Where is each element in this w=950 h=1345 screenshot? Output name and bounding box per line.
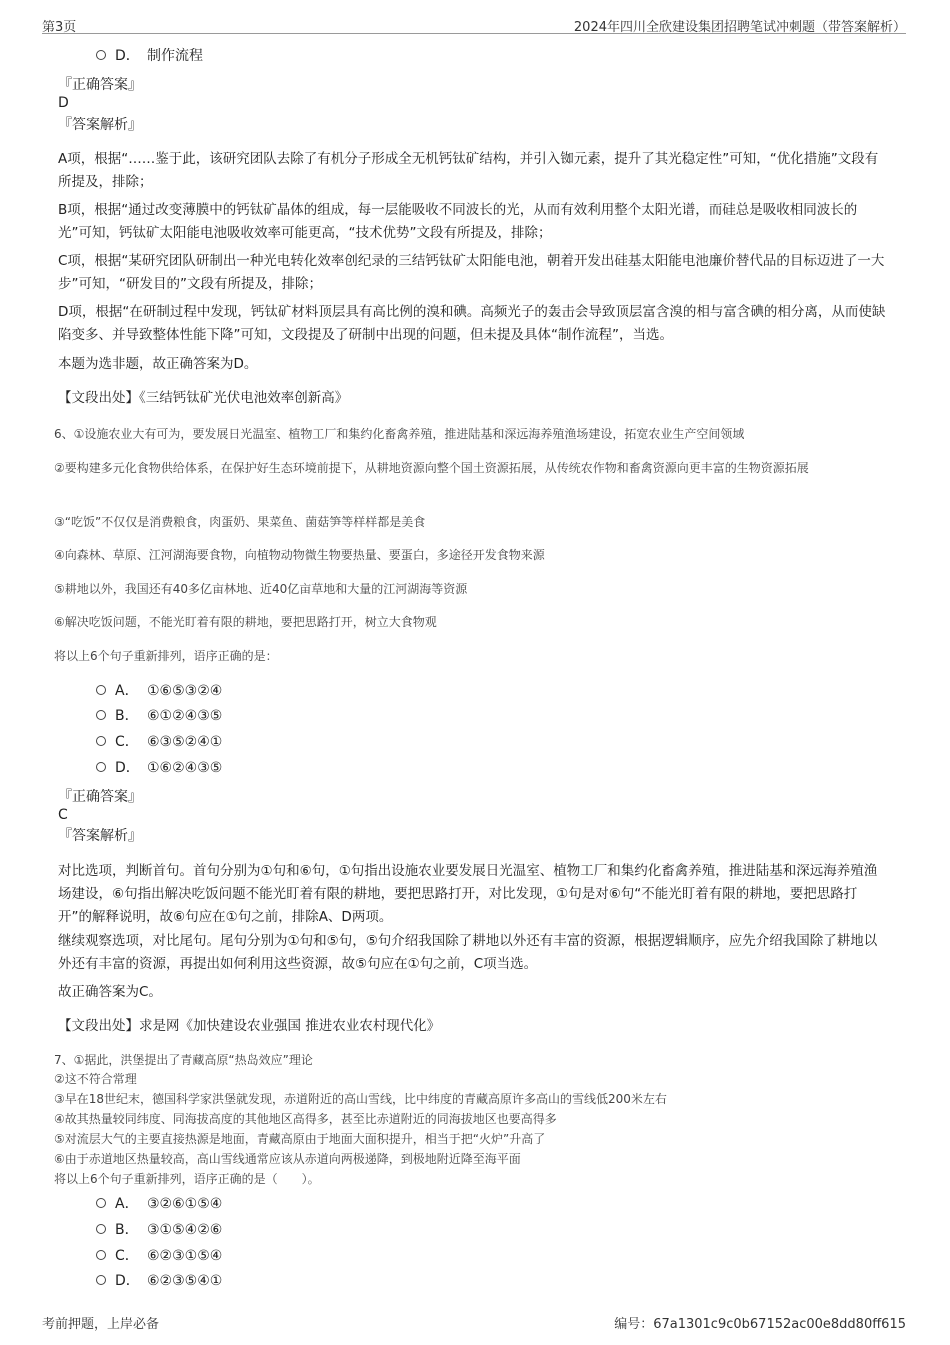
q5-analysis-paragraph: C项，根据“某研究团队研制出一种光电转化效率创纪录的三结钙钛矿太阳能电池，朝着开发出硅基太阳能电池廉价替代品的目标迈进了一大步”可知，“研发目的”文段有所提及，排除； <box>58 253 885 292</box>
q6-analysis-label: 『答案解析』 <box>58 828 142 844</box>
footer-slogan: 考前押题，上岸必备 <box>42 1317 160 1332</box>
q5-analysis-conclusion: 本题为选非题，故正确答案为D。 <box>58 356 258 372</box>
radio-icon[interactable] <box>96 736 106 746</box>
q7-sentence: ④故其热量较同纬度、同海拔高度的其他地区高得多，甚至比赤道附近的同海拔地区也要高得多 <box>54 1112 557 1126</box>
q5-option-d[interactable]: D． 制作流程 <box>96 46 203 66</box>
q6-sentence: ②要构建多元化食物供给体系，在保护好生态环境前提下，从耕地资源向整个国土资源拓展，从传统农作物和畜禽资源向更丰富的生物资源拓展 <box>54 461 809 475</box>
radio-icon[interactable] <box>96 685 106 695</box>
q6-sentence: 6、①设施农业大有可为，要发展日光温室、植物工厂和集约化畜禽养殖，推进陆基和深远海养殖渔场建设，拓宽农业生产空间领域 <box>54 427 745 441</box>
q6-option-a[interactable]: A． ①⑥⑤③②④ <box>96 681 222 701</box>
q7-sentence: ②这不符合常理 <box>54 1072 137 1086</box>
q5-correct-label: 『正确答案』 <box>58 77 142 93</box>
radio-icon[interactable] <box>96 1275 106 1285</box>
q7-sentence: ⑥由于赤道地区热量较高，高山雪线通常应该从赤道向两极递降，到极地附近降至海平面 <box>54 1152 521 1166</box>
q5-analysis-label: 『答案解析』 <box>58 117 142 133</box>
q6-prompt: 将以上6个句子重新排列，语序正确的是： <box>54 649 278 663</box>
radio-icon[interactable] <box>96 710 106 720</box>
q6-sentence: ⑤耕地以外，我国还有40多亿亩林地、近40亿亩草地和大量的江河湖海等资源 <box>54 582 468 596</box>
q5-source: 【文段出处】《三结钙钛矿光伏电池效率创新高》 <box>58 390 349 406</box>
q6-sentence: ⑥解决吃饭问题，不能光盯着有限的耕地，要把思路打开，树立大食物观 <box>54 615 437 629</box>
q7-option-d[interactable]: D． ⑥②③⑤④① <box>96 1271 222 1291</box>
q6-analysis-conclusion: 故正确答案为C。 <box>58 984 162 1000</box>
radio-icon[interactable] <box>96 1198 106 1208</box>
q6-source: 【文段出处】求是网《加快建设农业强国 推进农业农村现代化》 <box>58 1018 441 1034</box>
radio-icon[interactable] <box>96 1224 106 1234</box>
radio-icon[interactable] <box>96 50 106 60</box>
q6-analysis-paragraph: 继续观察选项，对比尾句。尾句分别为①句和⑤句，⑤句介绍我国除了耕地以外还有丰富的资源，根据逻辑顺序，应先介绍我国除了耕地以外还有丰富的资源，再提出如何利用这些资源，故⑤句应在①句之前，C项当选。 <box>58 933 878 972</box>
document-title: 2024年四川全欣建设集团招聘笔试冲刺题（带答案解析） <box>573 20 906 35</box>
header-divider <box>42 33 906 34</box>
radio-icon[interactable] <box>96 1250 106 1260</box>
q6-answer: C <box>58 807 68 823</box>
q7-option-a[interactable]: A． ③②⑥①⑤④ <box>96 1194 222 1214</box>
q7-sentence: ⑤对流层大气的主要直接热源是地面，青藏高原由于地面大面积提升，相当于把“火炉”升高了 <box>54 1132 546 1146</box>
q7-sentence: ③早在18世纪末，德国科学家洪堡就发现，赤道附近的高山雪线，比中纬度的青藏高原许多高山的雪线低200米左右 <box>54 1092 667 1106</box>
q7-option-b[interactable]: B． ③①⑤④②⑥ <box>96 1220 222 1240</box>
q6-option-c[interactable]: C． ⑥③⑤②④① <box>96 732 222 752</box>
radio-icon[interactable] <box>96 762 106 772</box>
q7-option-c[interactable]: C． ⑥②③①⑤④ <box>96 1246 222 1266</box>
q6-analysis-paragraph: 对比选项，判断首句。首句分别为①句和⑥句，①句指出设施农业要发展日光温室、植物工厂和集约化畜禽养殖，推进陆基和深远海养殖渔场建设，⑥句指出解决吃饭问题不能光盯着有限的耕地，要把思路打开，对比发现，①句是对⑥句“不能光盯着有限的耕地，要把思路打开”的解释说明，故⑥句应在①句之前，排除A、D两项。 <box>58 863 878 925</box>
page-header <box>42 16 906 34</box>
q5-answer: D <box>58 95 69 111</box>
q6-sentence: ③“吃饭”不仅仅是消费粮食，肉蛋奶、果菜鱼、菌菇笋等样样都是美食 <box>54 515 426 529</box>
page-footer <box>42 1313 906 1331</box>
q7-prompt: 将以上6个句子重新排列，语序正确的是（ ）。 <box>54 1172 320 1186</box>
q6-option-d[interactable]: D． ①⑥②④③⑤ <box>96 758 222 778</box>
page-number: 第3页 <box>42 20 77 35</box>
q6-option-b[interactable]: B． ⑥①②④③⑤ <box>96 706 222 726</box>
document-serial: 编号：67a1301c9c0b67152ac00e8dd80ff615 <box>614 1317 906 1332</box>
q7-sentence: 7、①据此，洪堡提出了青藏高原“热岛效应”理论 <box>54 1053 313 1067</box>
q5-analysis-paragraph: B项，根据“通过改变薄膜中的钙钛矿晶体的组成，每一层能吸收不同波长的光，从而有效利用整个太阳光谱，而硅总是吸收相同波长的光”可知，钙钛矿太阳能电池吸收效率可能更高，“技术优势”文段有所提及，排除； <box>58 202 858 241</box>
q5-analysis-paragraph: D项，根据“在研制过程中发现，钙钛矿材料顶层具有高比例的溴和碘。高频光子的轰击会导致顶层富含溴的相与富含碘的相分离，从而使缺陷变多、并导致整体性能下降”可知，文段提及了研制中出现的问题，但未提及具体“制作流程”，当选。 <box>58 304 886 343</box>
q6-sentence: ④向森林、草原、江河湖海要食物，向植物动物微生物要热量、要蛋白，多途径开发食物来源 <box>54 548 545 562</box>
q5-analysis-paragraph: A项，根据“……鉴于此，该研究团队去除了有机分子形成全无机钙钛矿结构，并引入铷元素，提升了其光稳定性”可知，“优化措施”文段有所提及，排除； <box>58 151 879 190</box>
q6-correct-label: 『正确答案』 <box>58 789 142 805</box>
